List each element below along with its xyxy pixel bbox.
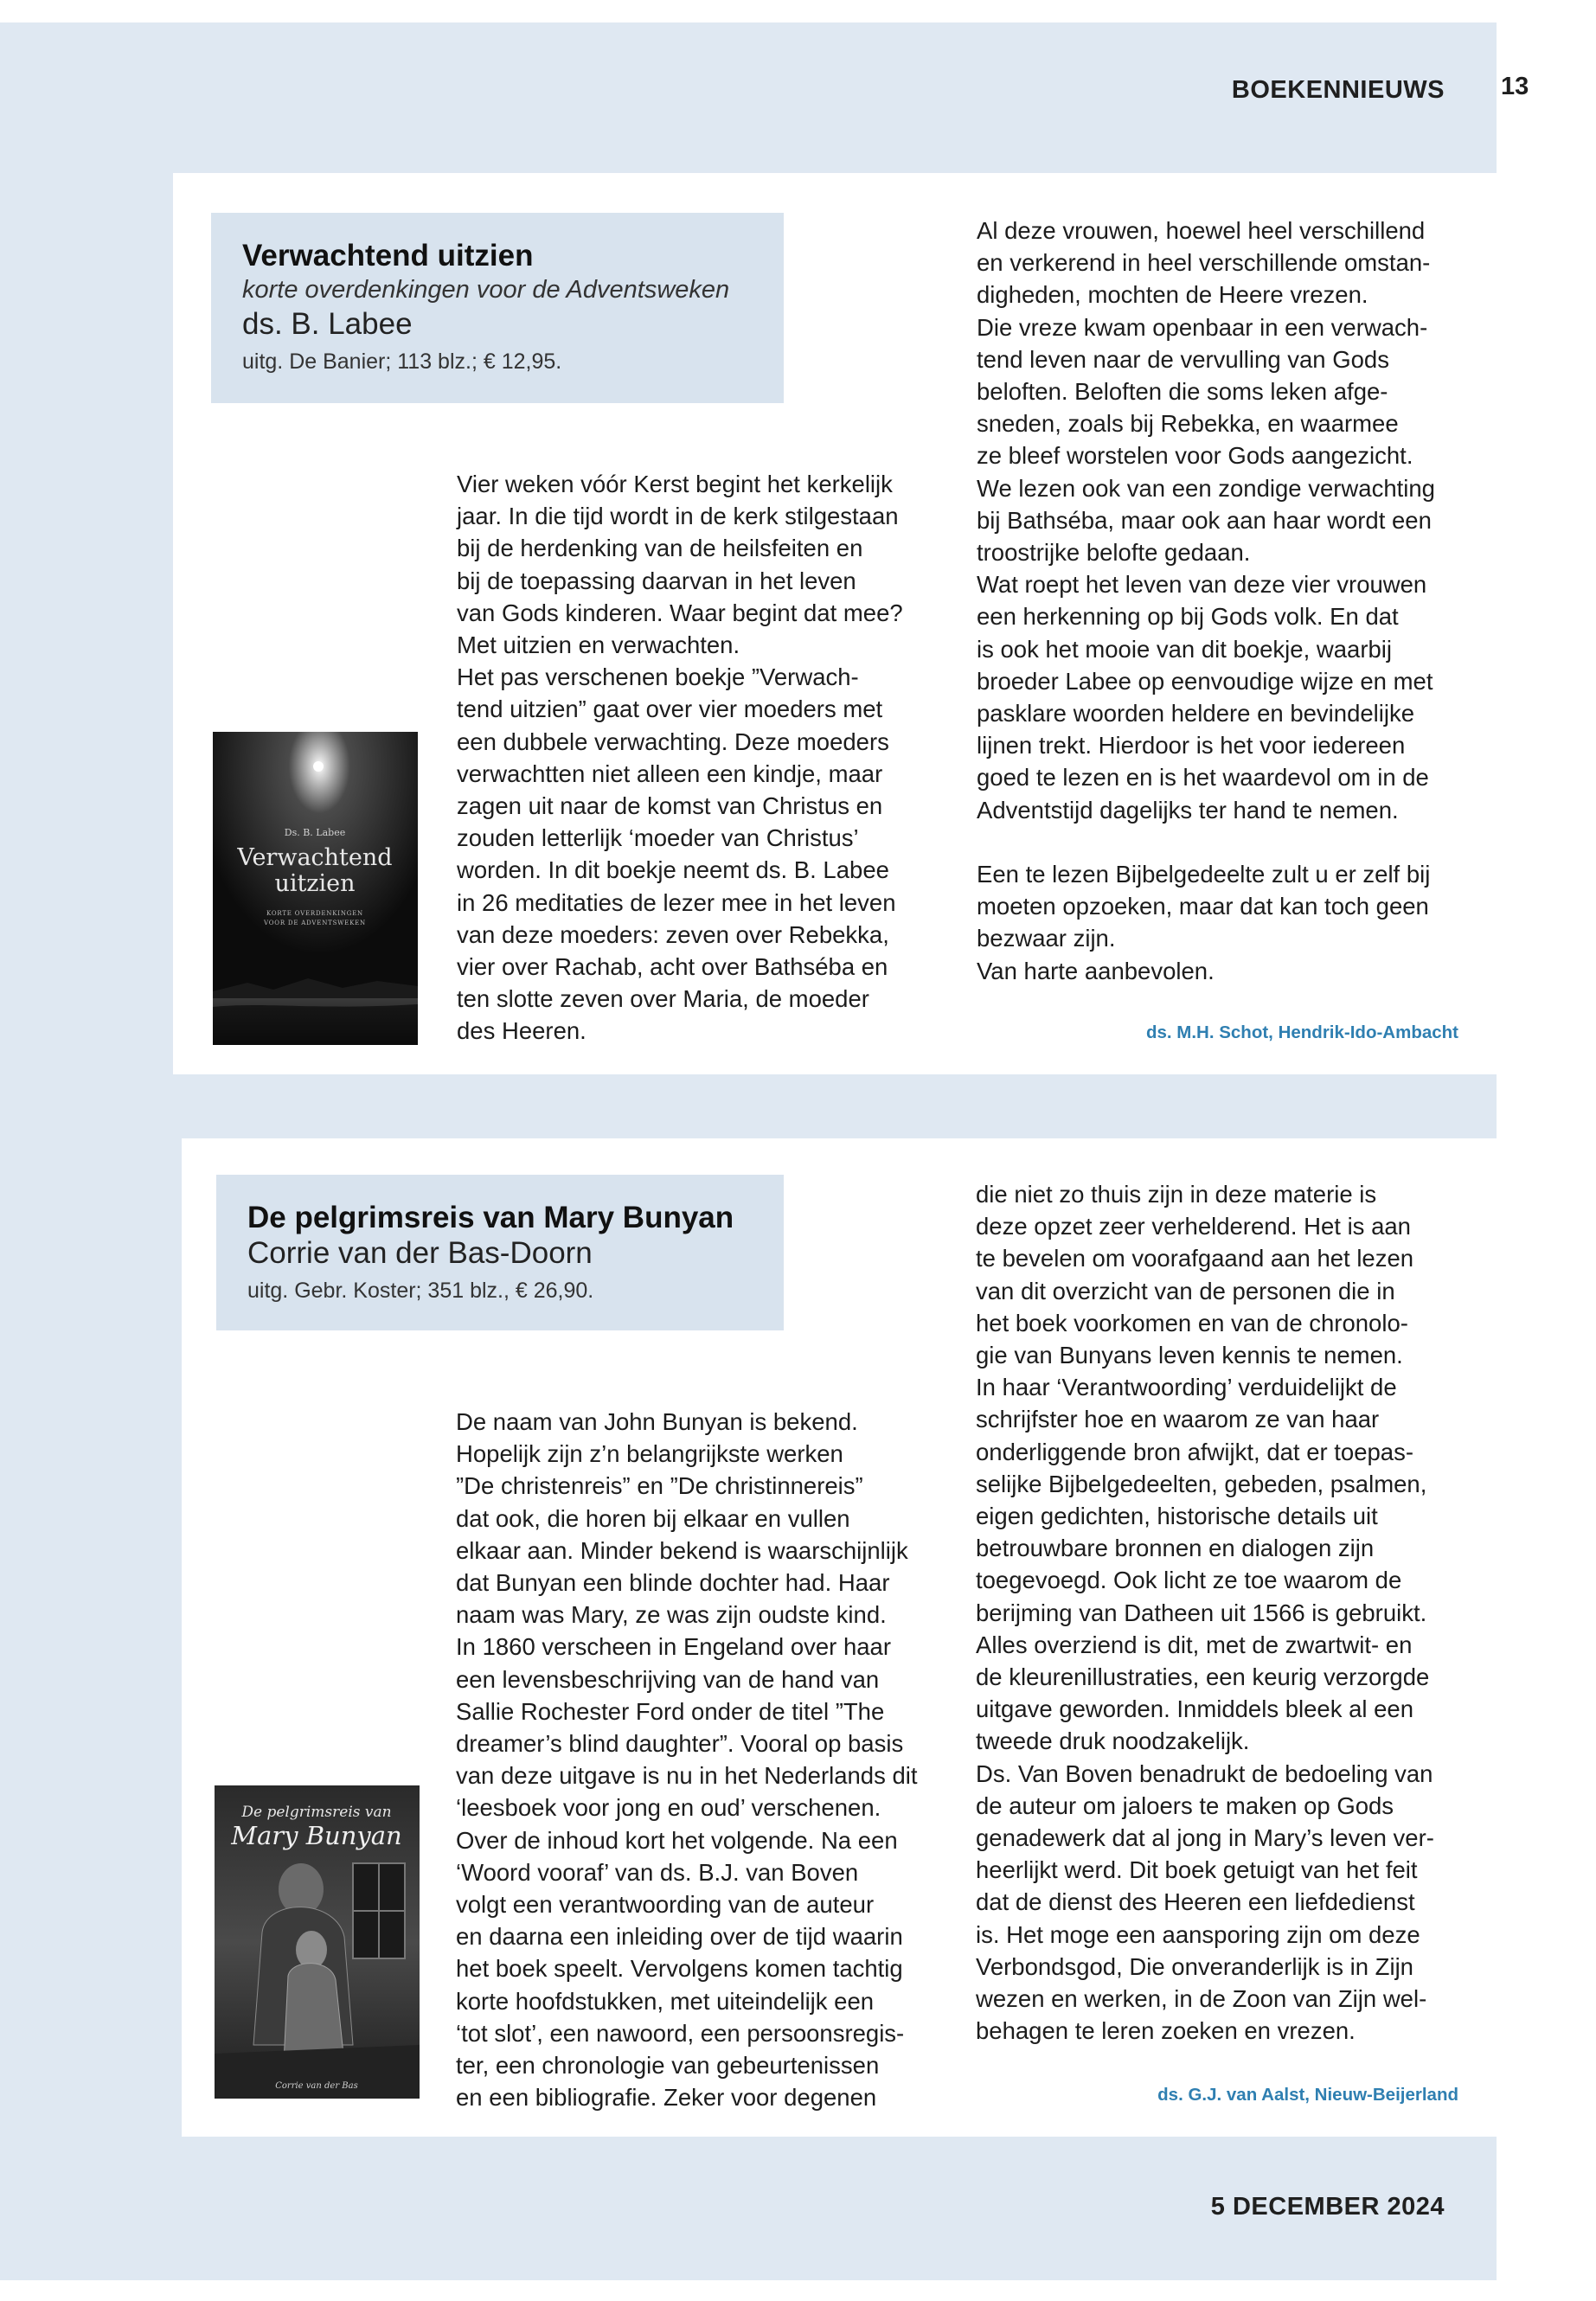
book-title: De pelgrimsreis van Mary Bunyan bbox=[247, 1201, 734, 1234]
review-card-1 bbox=[173, 173, 1498, 1074]
cover-verwachtend-uitzien bbox=[213, 732, 418, 1045]
cover-title-line1: Verwachtend bbox=[237, 844, 393, 871]
book-cover-image bbox=[213, 732, 418, 1045]
book-subtitle: korte overdenkingen voor de Adventsweken bbox=[242, 276, 730, 304]
page-bottom-margin bbox=[0, 2280, 1596, 2301]
cover-mary-bunyan bbox=[215, 1785, 420, 2099]
book-author: Corrie van der Bas-Doorn bbox=[247, 1236, 593, 1270]
cover-title-line2: uitzien bbox=[274, 870, 356, 897]
cover-title-line2: Mary Bunyan bbox=[231, 1821, 402, 1850]
review-text-column-2: die niet zo thuis zijn in deze materie is deze opzet zeer verhelderend. Het is aan te bevelen om voorafgaand aan het lezen van dit overzicht van de personen die in het boek voorkomen en van de chronolo- gie van Bunyans leven kennis te nemen. In haar ‘Verantwoording’ verduidelijkt de schrijfster hoe en waarom ze van haar onderliggende bron afwijkt, dat er toepas- selijke Bijbelgedeelten, gebeden, psalmen, eigen gedichten, historische details uit betrouwbare bronnen en dialogen zijn toegevoegd. Ook licht ze toe waarom de berijming van Datheen uit 1566 is gebruikt. Alles overziend is dit, met de zwartwit- en de kleurenillustraties, een keurig verzorgde uitgave geworden. Inmiddels bleek al een tweede druk noodzakelijk. Ds. Van Boven benadrukt de bedoeling van de auteur om jaloers te maken op Gods genadewerk dat al jong in Mary’s leven ver- heerlijkt werd. Dit boek getuigt van het feit dat de dienst des Heeren een liefdedienst is. Het moge een aansporing zijn om deze Verbondsgod, Die onveranderlijk is in Zijn wezen en werken, in de Zoon van Zijn wel- behagen te leren zoeken en vrezen. bbox=[976, 1181, 1434, 2045]
book-info-box bbox=[211, 213, 784, 403]
cover-title-line1: De pelgrimsreis van bbox=[241, 1804, 392, 1821]
book-title: Verwachtend uitzien bbox=[242, 239, 534, 272]
review-text-column-2: Al deze vrouwen, hoewel heel verschillend en verkerend in heel verschillende omstan- digheden, mochten de Heere vrezen. Die vreze kwam openbaar in een verwach- tend leven naar de vervulling van Gods beloften. Beloften die soms leken afge- sneden, zoals bij Rebekka, en waarmee ze bleef worstelen voor Gods aangezicht. We lezen ook van een zondige verwachting bij Bathséba, maar ook aan haar wordt een troostrijke belofte gedaan. Wat roept het leven van deze vier vrouwen een herkenning op bij Gods volk. En dat is ook het mooie van dit boekje, waarbij broeder Labee op eenvoudige wijze en met pasklare woorden heldere en bevindelijke lijnen trekt. Hierdoor is het voor iedereen goed te lezen en is het waardevol om in de Adventstijd dagelijks ter hand te nemen. Een te lezen Bijbelgedeelte zult u er zelf bij moeten opzoeken, maar dat kan toch geen bezwaar zijn. Van harte aanbevolen. bbox=[977, 217, 1435, 984]
book-author: ds. B. Labee bbox=[242, 307, 413, 341]
section-label: BOEKENNIEUWS bbox=[1231, 76, 1445, 104]
reviewer-signature: ds. G.J. van Aalst, Nieuw-Beijerland bbox=[1157, 2085, 1458, 2105]
page-number: 13 bbox=[1501, 73, 1529, 100]
issue-date: 5 DECEMBER 2024 bbox=[1210, 2193, 1445, 2221]
reviewer-signature: ds. M.H. Schot, Hendrik-Ido-Ambacht bbox=[1145, 1022, 1458, 1042]
book-info-box bbox=[216, 1175, 784, 1330]
book-cover-image bbox=[215, 1785, 420, 2099]
review-card-2 bbox=[182, 1138, 1507, 2137]
review-text-column-1: De naam van John Bunyan is bekend. Hopelijk zijn z’n belangrijkste werken ”De christenreis” en ”De christinnereis” dat ook, die horen bij elkaar en vullen elkaar aan. Minder bekend is waarschijnlijk dat Bunyan een blinde dochter had. Haar naam was Mary, ze was zijn oudste kind. In 1860 verscheen in Engeland over haar een levensbeschrijving van de hand van Sallie Rochester Ford onder de titel ”The dreamer’s blind daughter”. Vooral op basis van deze uitgave is nu in het Nederlands dit ‘leesboek voor jong en oud’ verschenen. Over de inhoud kort het volgende. Na een ‘Woord vooraf’ van ds. B.J. van Boven volgt een verantwoording van de auteur en daarna een inleiding over de tijd waarin het boek speelt. Vervolgens komen tachtig korte hoofdstukken, met uiteindelijk een ‘tot slot’, een nawoord, een persoonsregis- ter, een chronologie van gebeurtenissen en een bibliografie. Zeker voor degenen bbox=[456, 1408, 918, 2112]
page-top-margin bbox=[0, 0, 1596, 22]
book-publisher: uitg. De Banier; 113 blz.; € 12,95. bbox=[242, 349, 562, 374]
cover-author: Ds. B. Labee bbox=[284, 827, 346, 838]
cover-sub-line1: KORTE OVERDENKINGEN bbox=[266, 910, 363, 917]
cover-sub-line2: VOOR DE ADVENTSWEKEN bbox=[264, 920, 366, 926]
book-publisher: uitg. Gebr. Koster; 351 blz., € 26,90. bbox=[247, 1279, 594, 1303]
cover-author: Corrie van der Bas bbox=[275, 2081, 358, 2091]
review-text-column-1: Vier weken vóór Kerst begint het kerkelijk jaar. In die tijd wordt in de kerk stilgestaan bij de herdenking van de heilsfeiten en bij de toepassing daarvan in het leven van Gods kinderen. Waar begint dat mee? Met uitzien en verwachten. Het pas verschenen boekje ”Verwach- tend uitzien” gaat over vier moeders met een dubbele verwachting. Deze moeders verwachtten niet alleen een kindje, maar zagen uit naar de komst van Christus en zouden letterlijk ‘moeder van Christus’ worden. In dit boekje neemt ds. B. Labee in 26 meditaties de lezer mee in het leven van deze moeders: zeven over Rebekka, vier over Rachab, acht over Bathséba en ten slotte zeven over Maria, de moeder des Heeren. bbox=[457, 471, 903, 1045]
page-right-margin bbox=[1497, 22, 1596, 2301]
